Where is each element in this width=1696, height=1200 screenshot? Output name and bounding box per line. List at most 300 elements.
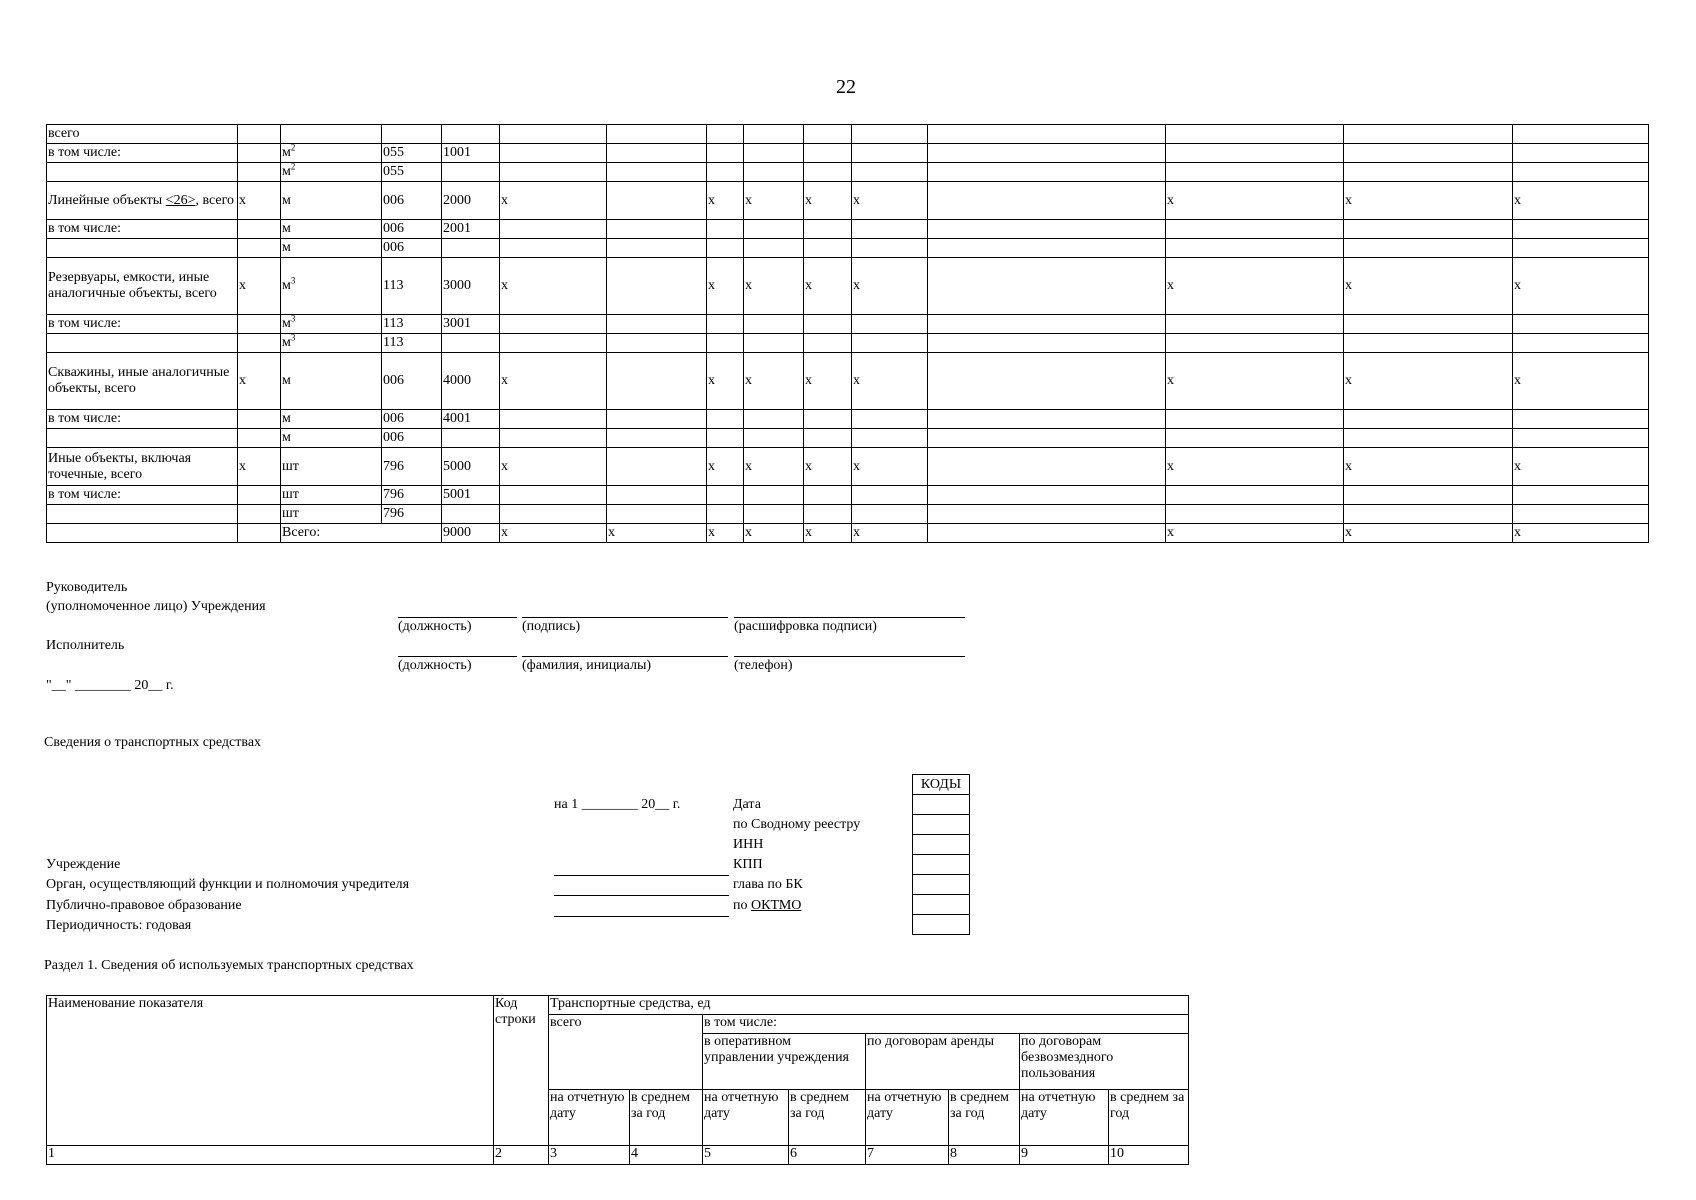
value-cell: [707, 239, 744, 258]
code-cell: 4001: [442, 410, 500, 429]
mark-cell: x: [238, 182, 281, 220]
codes-header: КОДЫ: [913, 775, 970, 795]
row-name-cell: в том числе:: [47, 144, 238, 163]
row-name-cell: в том числе:: [47, 486, 238, 505]
value-cell: [1513, 486, 1649, 505]
value-cell: [852, 125, 928, 144]
code-cell-inn[interactable]: [913, 835, 970, 855]
value-cell: [928, 429, 1166, 448]
value-cell: x: [1513, 448, 1649, 486]
value-cell: [744, 334, 804, 353]
h-total-date: на отчетную дату: [549, 1090, 630, 1146]
value-cell: [607, 258, 707, 315]
value-cell: [852, 144, 928, 163]
value-cell: [707, 505, 744, 524]
code-cell-kpp[interactable]: [913, 855, 970, 875]
code-cell: [442, 239, 500, 258]
mark-cell: [238, 505, 281, 524]
value-cell: [1344, 125, 1513, 144]
h-name: Наименование показателя: [47, 996, 494, 1146]
value-cell: [852, 220, 928, 239]
value-cell: [928, 486, 1166, 505]
value-cell: x: [1344, 353, 1513, 410]
col-number: 4: [630, 1146, 703, 1165]
value-cell: x: [1166, 353, 1344, 410]
value-cell: x: [1344, 524, 1513, 543]
unit-cell: $м^2$: [281, 144, 382, 163]
value-cell: [500, 334, 607, 353]
table-row: [47, 353, 1649, 410]
row-name-cell: Иные объекты, включая точечные, всего: [47, 448, 238, 486]
code-cell: [442, 163, 500, 182]
table-row: [47, 220, 1649, 239]
total-row: [47, 524, 1649, 543]
institution-line: [554, 875, 729, 876]
value-cell: [607, 125, 707, 144]
value-cell: [928, 524, 1166, 543]
mark-cell: [238, 239, 281, 258]
col-number: 9: [1020, 1146, 1109, 1165]
mark-cell: [238, 429, 281, 448]
value-cell: [744, 429, 804, 448]
value-cell: [707, 163, 744, 182]
col-number: 8: [949, 1146, 1020, 1165]
okei-cell: 006: [382, 410, 442, 429]
label-founder: Орган, осуществляющий функции и полномочия учредителя: [46, 877, 410, 892]
value-cell: [500, 125, 607, 144]
value-cell: [804, 220, 852, 239]
row-name-cell: [47, 505, 238, 524]
value-cell: x: [707, 182, 744, 220]
code-label-kpp: КПП: [733, 857, 763, 872]
label-institution: Учреждение: [46, 857, 121, 872]
executor-position-line: [398, 656, 517, 657]
row-name-cell: [47, 334, 238, 353]
code-cell: [442, 505, 500, 524]
report-date: на 1 ________ 20__ г.: [554, 797, 681, 812]
value-cell: [607, 182, 707, 220]
value-cell: [1166, 486, 1344, 505]
value-cell: [852, 163, 928, 182]
value-cell: x: [500, 353, 607, 410]
mark-cell: [238, 144, 281, 163]
value-cell: [928, 334, 1166, 353]
table-row: [47, 334, 1649, 353]
h-free-avg: в среднем за год: [1109, 1090, 1189, 1146]
value-cell: [1344, 334, 1513, 353]
value-cell: [1166, 144, 1344, 163]
okei-cell: 796: [382, 448, 442, 486]
value-cell: [1344, 163, 1513, 182]
table-row: [47, 144, 1649, 163]
value-cell: [1513, 410, 1649, 429]
value-cell: [928, 144, 1166, 163]
value-cell: [1344, 429, 1513, 448]
value-cell: x: [1166, 524, 1344, 543]
unit-cell: шт: [281, 505, 382, 524]
head-label: Руководитель: [46, 580, 128, 595]
table-row: [47, 182, 1649, 220]
executor-caption-phone: (телефон): [734, 658, 793, 673]
value-cell: x: [1166, 448, 1344, 486]
value-cell: x: [744, 448, 804, 486]
unit-cell: шт: [281, 486, 382, 505]
value-cell: [500, 220, 607, 239]
footnote-link[interactable]: <26>: [165, 192, 196, 208]
mark-cell: [238, 410, 281, 429]
code-cell-oktmo[interactable]: [913, 895, 970, 915]
value-cell: [1513, 220, 1649, 239]
col-number: 7: [866, 1146, 949, 1165]
value-cell: x: [1513, 353, 1649, 410]
table-row: [47, 505, 1649, 524]
value-cell: [607, 220, 707, 239]
founder-line: [554, 895, 729, 896]
value-cell: x: [500, 448, 607, 486]
value-cell: [852, 410, 928, 429]
head-position-line: [398, 617, 517, 618]
value-cell: [1344, 144, 1513, 163]
date-line: "__" ________ 20__ г.: [46, 678, 174, 693]
mark-cell: [238, 163, 281, 182]
value-cell: [707, 125, 744, 144]
value-cell: x: [707, 258, 744, 315]
h-total-avg: в среднем за год: [630, 1090, 703, 1146]
okei-cell: 006: [382, 239, 442, 258]
value-cell: [744, 315, 804, 334]
okei-cell: 796: [382, 505, 442, 524]
value-cell: [1166, 125, 1344, 144]
mark-cell: x: [238, 258, 281, 315]
mark-cell: x: [238, 353, 281, 410]
value-cell: x: [804, 524, 852, 543]
value-cell: [1513, 315, 1649, 334]
unit-cell: м: [281, 410, 382, 429]
unit-cell: $м^3$: [281, 258, 382, 315]
head-caption-decoding: (расшифровка подписи): [734, 619, 877, 634]
value-cell: x: [1166, 182, 1344, 220]
value-cell: [928, 182, 1166, 220]
value-cell: [744, 144, 804, 163]
okei-cell: 055: [382, 163, 442, 182]
unit-cell: м: [281, 239, 382, 258]
value-cell: [1513, 505, 1649, 524]
row-name-cell: Линейные объекты <26>, всего: [47, 182, 238, 220]
code-label-registry: по Сводному реестру: [733, 817, 861, 832]
value-cell: [928, 353, 1166, 410]
value-cell: [1513, 144, 1649, 163]
value-cell: [928, 239, 1166, 258]
value-cell: [607, 334, 707, 353]
value-cell: [1513, 239, 1649, 258]
code-cell-date[interactable]: [913, 795, 970, 815]
unit-cell: $м^2$: [281, 163, 382, 182]
value-cell: [852, 334, 928, 353]
table-row: [47, 410, 1649, 429]
value-cell: [1513, 163, 1649, 182]
total-code: 9000: [442, 524, 500, 543]
value-cell: [607, 429, 707, 448]
value-cell: x: [852, 258, 928, 315]
col-number: 10: [1109, 1146, 1189, 1165]
table-row: [47, 258, 1649, 315]
mark-cell: [238, 334, 281, 353]
total-label: Всего:: [281, 524, 442, 543]
value-cell: x: [1344, 182, 1513, 220]
value-cell: x: [707, 524, 744, 543]
value-cell: [607, 353, 707, 410]
value-cell: [804, 163, 852, 182]
code-cell-registry[interactable]: [913, 815, 970, 835]
value-cell: [1166, 429, 1344, 448]
codes-table: [912, 774, 970, 935]
value-cell: [744, 163, 804, 182]
value-cell: [707, 144, 744, 163]
mark-cell: [238, 315, 281, 334]
value-cell: [1344, 239, 1513, 258]
value-cell: [238, 524, 281, 543]
value-cell: [707, 429, 744, 448]
table-row: [47, 125, 1649, 144]
value-cell: x: [804, 353, 852, 410]
value-cell: [804, 315, 852, 334]
h-lease: по договорам аренды: [866, 1034, 1020, 1090]
head-caption-position: (должность): [398, 619, 472, 634]
value-cell: x: [804, 258, 852, 315]
value-cell: x: [1166, 258, 1344, 315]
value-cell: [500, 505, 607, 524]
value-cell: x: [500, 524, 607, 543]
value-cell: [928, 448, 1166, 486]
code-cell: 4000: [442, 353, 500, 410]
value-cell: [1344, 220, 1513, 239]
table-row: [47, 239, 1649, 258]
value-cell: [607, 486, 707, 505]
value-cell: [928, 220, 1166, 239]
value-cell: [500, 144, 607, 163]
page-number: 22: [836, 76, 856, 98]
code-cell: 2001: [442, 220, 500, 239]
value-cell: [804, 239, 852, 258]
value-cell: x: [500, 258, 607, 315]
value-cell: x: [1513, 524, 1649, 543]
value-cell: [928, 505, 1166, 524]
table-row: [47, 486, 1649, 505]
col-number: 6: [789, 1146, 866, 1165]
h-transport: Транспортные средства, ед: [549, 996, 1189, 1015]
value-cell: [607, 144, 707, 163]
value-cell: [607, 505, 707, 524]
value-cell: x: [744, 353, 804, 410]
code-cell: [442, 334, 500, 353]
value-cell: [928, 410, 1166, 429]
value-cell: [1513, 334, 1649, 353]
value-cell: [47, 524, 238, 543]
h-oper-avg: в среднем за год: [789, 1090, 866, 1146]
head-signature-line: [522, 617, 728, 618]
value-cell: x: [804, 448, 852, 486]
value-cell: [804, 410, 852, 429]
code-cell: 2000: [442, 182, 500, 220]
value-cell: x: [744, 258, 804, 315]
col-number: 3: [549, 1146, 630, 1165]
value-cell: x: [852, 353, 928, 410]
section1-table: [46, 995, 1189, 1165]
row-name-cell: в том числе:: [47, 315, 238, 334]
code-cell: [442, 429, 500, 448]
executor-caption-position: (должность): [398, 658, 472, 673]
value-cell: [1513, 125, 1649, 144]
value-cell: [928, 258, 1166, 315]
mark-cell: [238, 220, 281, 239]
okei-cell: 006: [382, 182, 442, 220]
value-cell: [607, 239, 707, 258]
table-row: [47, 429, 1649, 448]
value-cell: [1344, 505, 1513, 524]
value-cell: [744, 486, 804, 505]
value-cell: [852, 505, 928, 524]
value-cell: [928, 163, 1166, 182]
value-cell: [804, 505, 852, 524]
value-cell: [1344, 315, 1513, 334]
row-name-cell: [47, 239, 238, 258]
okei-cell: 006: [382, 353, 442, 410]
value-cell: x: [852, 448, 928, 486]
value-cell: [1513, 429, 1649, 448]
h-lease-date: на отчетную дату: [866, 1090, 949, 1146]
oktmo-prefix: по: [733, 898, 751, 913]
value-cell: [1344, 486, 1513, 505]
value-cell: x: [852, 182, 928, 220]
h-oper-date: на отчетную дату: [703, 1090, 789, 1146]
label-public-entity: Публично-правовое образование: [46, 898, 242, 913]
row-name-cell: [47, 429, 238, 448]
col-number: 2: [494, 1146, 549, 1165]
code-cell: 3001: [442, 315, 500, 334]
okei-cell: 796: [382, 486, 442, 505]
unit-cell: м: [281, 182, 382, 220]
value-cell: [804, 125, 852, 144]
value-cell: [744, 125, 804, 144]
value-cell: x: [1513, 258, 1649, 315]
row-name-cell: в том числе:: [47, 220, 238, 239]
value-cell: [1166, 220, 1344, 239]
value-cell: [852, 315, 928, 334]
value-cell: [607, 448, 707, 486]
value-cell: [707, 315, 744, 334]
code-cell-period[interactable]: [913, 915, 970, 935]
value-cell: [1166, 410, 1344, 429]
mark-cell: [238, 125, 281, 144]
code-cell-bk[interactable]: [913, 875, 970, 895]
value-cell: [1166, 334, 1344, 353]
code-cell: 5000: [442, 448, 500, 486]
row-name-cell: всего: [47, 125, 238, 144]
code-cell: 1001: [442, 144, 500, 163]
value-cell: [804, 334, 852, 353]
code-cell: [442, 125, 500, 144]
value-cell: [852, 429, 928, 448]
oktmo-link[interactable]: ОКТМО: [751, 898, 802, 913]
value-cell: x: [1344, 258, 1513, 315]
code-cell: 3000: [442, 258, 500, 315]
value-cell: [500, 239, 607, 258]
code-cell: 5001: [442, 486, 500, 505]
value-cell: [1166, 163, 1344, 182]
value-cell: x: [1344, 448, 1513, 486]
value-cell: [500, 410, 607, 429]
value-cell: [852, 486, 928, 505]
value-cell: x: [744, 524, 804, 543]
value-cell: x: [852, 524, 928, 543]
h-incl: в том числе:: [703, 1015, 1189, 1034]
executor-label: Исполнитель: [46, 638, 125, 653]
value-cell: x: [707, 353, 744, 410]
value-cell: [1166, 505, 1344, 524]
table-row: [47, 448, 1649, 486]
code-label-oktmo: [733, 898, 801, 914]
value-cell: x: [707, 448, 744, 486]
head-label-2: (уполномоченное лицо) Учреждения: [46, 599, 266, 614]
value-cell: [500, 429, 607, 448]
unit-cell: $м^3$: [281, 334, 382, 353]
value-cell: [707, 334, 744, 353]
row-name-cell: Резервуары, емкости, иные аналогичные объекты, всего: [47, 258, 238, 315]
section1-title: Раздел 1. Сведения об используемых транспортных средствах: [44, 958, 414, 973]
unit-cell: [281, 125, 382, 144]
row-name-cell: в том числе:: [47, 410, 238, 429]
value-cell: [1344, 410, 1513, 429]
value-cell: [804, 429, 852, 448]
value-cell: [928, 315, 1166, 334]
value-cell: [804, 144, 852, 163]
h-code: Код строки: [494, 996, 549, 1146]
okei-cell: 055: [382, 144, 442, 163]
objects-table: [46, 124, 1649, 543]
executor-name-line: [522, 656, 728, 657]
value-cell: [607, 410, 707, 429]
mark-cell: [238, 486, 281, 505]
value-cell: [1166, 239, 1344, 258]
code-label-date: Дата: [733, 797, 761, 812]
value-cell: [500, 486, 607, 505]
value-cell: [744, 410, 804, 429]
value-cell: [500, 163, 607, 182]
unit-cell: м: [281, 220, 382, 239]
code-label-inn: ИНН: [733, 837, 764, 852]
value-cell: [607, 163, 707, 182]
value-cell: x: [500, 182, 607, 220]
okei-cell: 006: [382, 429, 442, 448]
value-cell: [852, 239, 928, 258]
unit-cell: м: [281, 429, 382, 448]
value-cell: [607, 315, 707, 334]
h-total: всего: [549, 1015, 703, 1090]
value-cell: [707, 410, 744, 429]
value-cell: [744, 220, 804, 239]
okei-cell: 113: [382, 334, 442, 353]
h-free: по договорам безвозмездного пользования: [1020, 1034, 1189, 1090]
okei-cell: 113: [382, 258, 442, 315]
okei-cell: 006: [382, 220, 442, 239]
value-cell: [707, 220, 744, 239]
col-number: 1: [47, 1146, 494, 1165]
value-cell: [744, 505, 804, 524]
h-lease-avg: в среднем за год: [949, 1090, 1020, 1146]
value-cell: [707, 486, 744, 505]
value-cell: x: [1513, 182, 1649, 220]
public-entity-line: [554, 916, 729, 917]
